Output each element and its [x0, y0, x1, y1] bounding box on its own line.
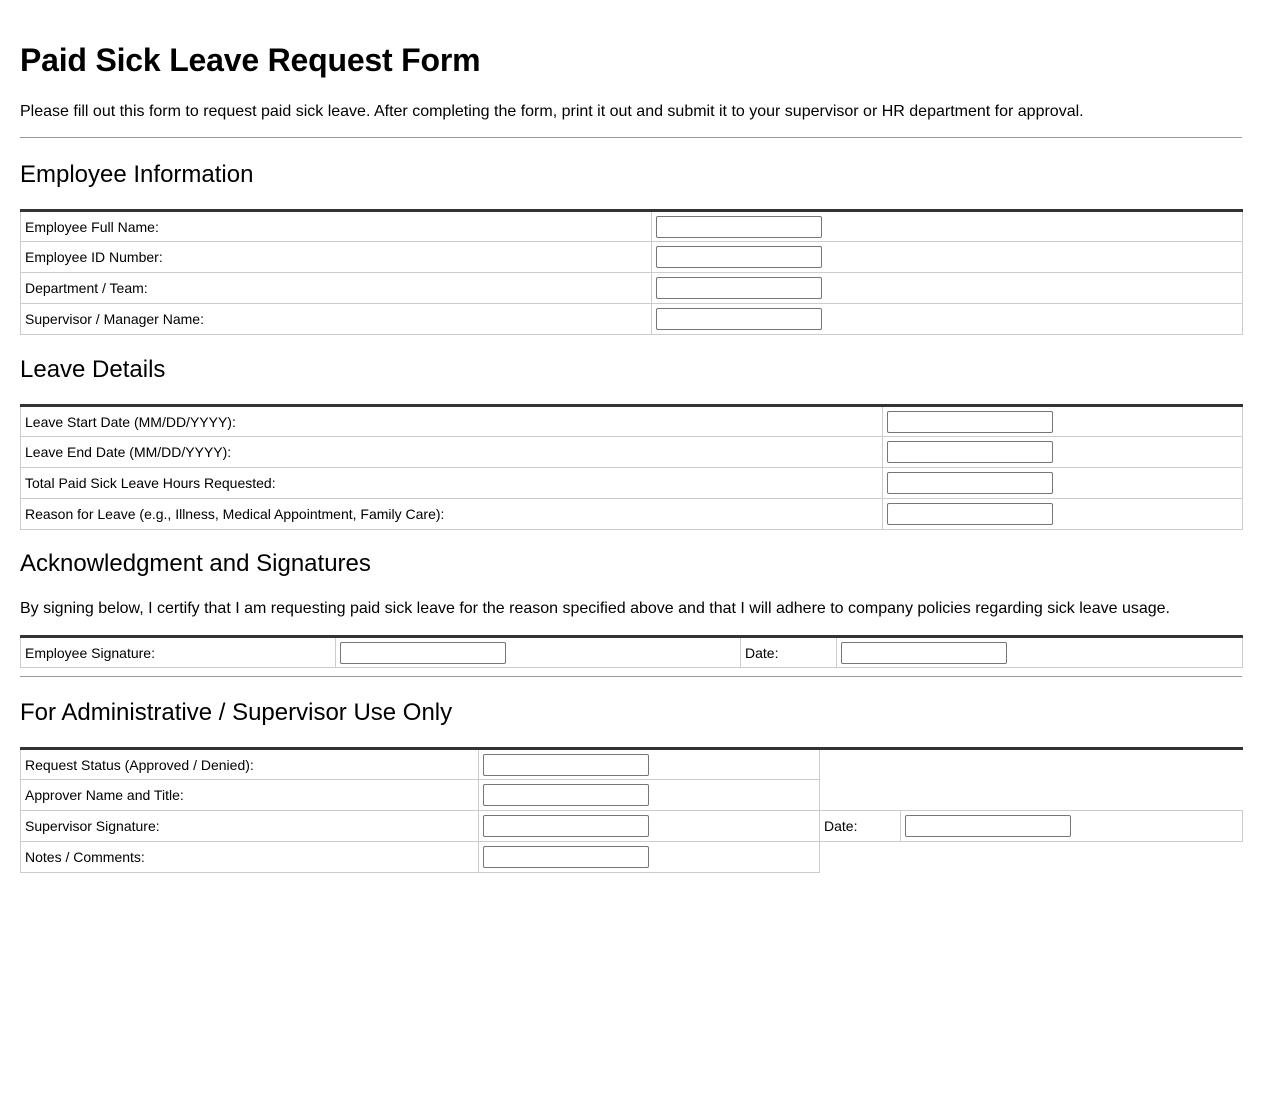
- employee-information-heading: Employee Information: [20, 161, 254, 188]
- acknowledgment-text: By signing below, I certify that I am requesting paid sick leave for the reason specified above and that I will adhere to company policies regarding sick leave usage.: [20, 600, 1170, 617]
- supervisor-signature-label: Supervisor Signature:: [21, 811, 479, 842]
- table-row: [21, 468, 1243, 499]
- table-row: [21, 211, 1243, 242]
- employee-signature-field[interactable]: [340, 642, 506, 664]
- intro-divider: [20, 137, 1242, 138]
- notes-comments-field[interactable]: [483, 846, 649, 868]
- table-row: [21, 499, 1243, 530]
- admin-date-label: Date:: [820, 811, 901, 842]
- table-row: [21, 304, 1243, 335]
- leave-end-date-label: Leave End Date (MM/DD/YYYY):: [21, 437, 883, 468]
- supervisor-manager-name-field[interactable]: [656, 308, 822, 330]
- intro-text: Please fill out this form to request paid sick leave. After completing the form, print it out and submit it to your supervisor or HR department for approval.: [20, 103, 1084, 120]
- leave-end-date-field[interactable]: [887, 441, 1053, 463]
- employee-date-label: Date:: [741, 637, 837, 668]
- notes-comments-label: Notes / Comments:: [21, 842, 479, 873]
- employee-id-number-label: Employee ID Number:: [21, 242, 652, 273]
- admin-heading: For Administrative / Supervisor Use Only: [20, 699, 453, 726]
- leave-details-table: [20, 404, 1243, 530]
- table-row: [21, 842, 1243, 873]
- employee-signature-table: [20, 635, 1243, 668]
- table-row: [21, 437, 1243, 468]
- request-status-field[interactable]: [483, 754, 649, 776]
- approver-name-title-field[interactable]: [483, 784, 649, 806]
- table-row: [21, 749, 1243, 780]
- total-hours-requested-label: Total Paid Sick Leave Hours Requested:: [21, 468, 883, 499]
- request-status-label: Request Status (Approved / Denied):: [21, 749, 479, 780]
- department-team-label: Department / Team:: [21, 273, 652, 304]
- leave-start-date-label: Leave Start Date (MM/DD/YYYY):: [21, 406, 883, 437]
- admin-divider: [20, 676, 1242, 677]
- admin-date-field[interactable]: [905, 815, 1071, 837]
- page-title: Paid Sick Leave Request Form: [20, 42, 481, 78]
- supervisor-manager-name-label: Supervisor / Manager Name:: [21, 304, 652, 335]
- acknowledgment-heading: Acknowledgment and Signatures: [20, 550, 371, 577]
- employee-full-name-label: Employee Full Name:: [21, 211, 652, 242]
- approver-name-title-label: Approver Name and Title:: [21, 780, 479, 811]
- table-row: [21, 273, 1243, 304]
- table-row: [21, 780, 1243, 811]
- reason-for-leave-field[interactable]: [887, 503, 1053, 525]
- total-hours-requested-field[interactable]: [887, 472, 1053, 494]
- table-row: [21, 242, 1243, 273]
- employee-id-number-field[interactable]: [656, 246, 822, 268]
- reason-for-leave-label: Reason for Leave (e.g., Illness, Medical Appointment, Family Care):: [21, 499, 883, 530]
- employee-signature-label: Employee Signature:: [21, 637, 336, 668]
- table-row: [21, 811, 1243, 842]
- admin-table: [20, 747, 1243, 873]
- table-row: [21, 406, 1243, 437]
- supervisor-signature-field[interactable]: [483, 815, 649, 837]
- department-team-field[interactable]: [656, 277, 822, 299]
- employee-full-name-field[interactable]: [656, 216, 822, 238]
- employee-information-table: [20, 209, 1243, 335]
- leave-start-date-field[interactable]: [887, 411, 1053, 433]
- employee-date-field[interactable]: [841, 642, 1007, 664]
- table-row: [21, 637, 1243, 668]
- leave-details-heading: Leave Details: [20, 356, 166, 383]
